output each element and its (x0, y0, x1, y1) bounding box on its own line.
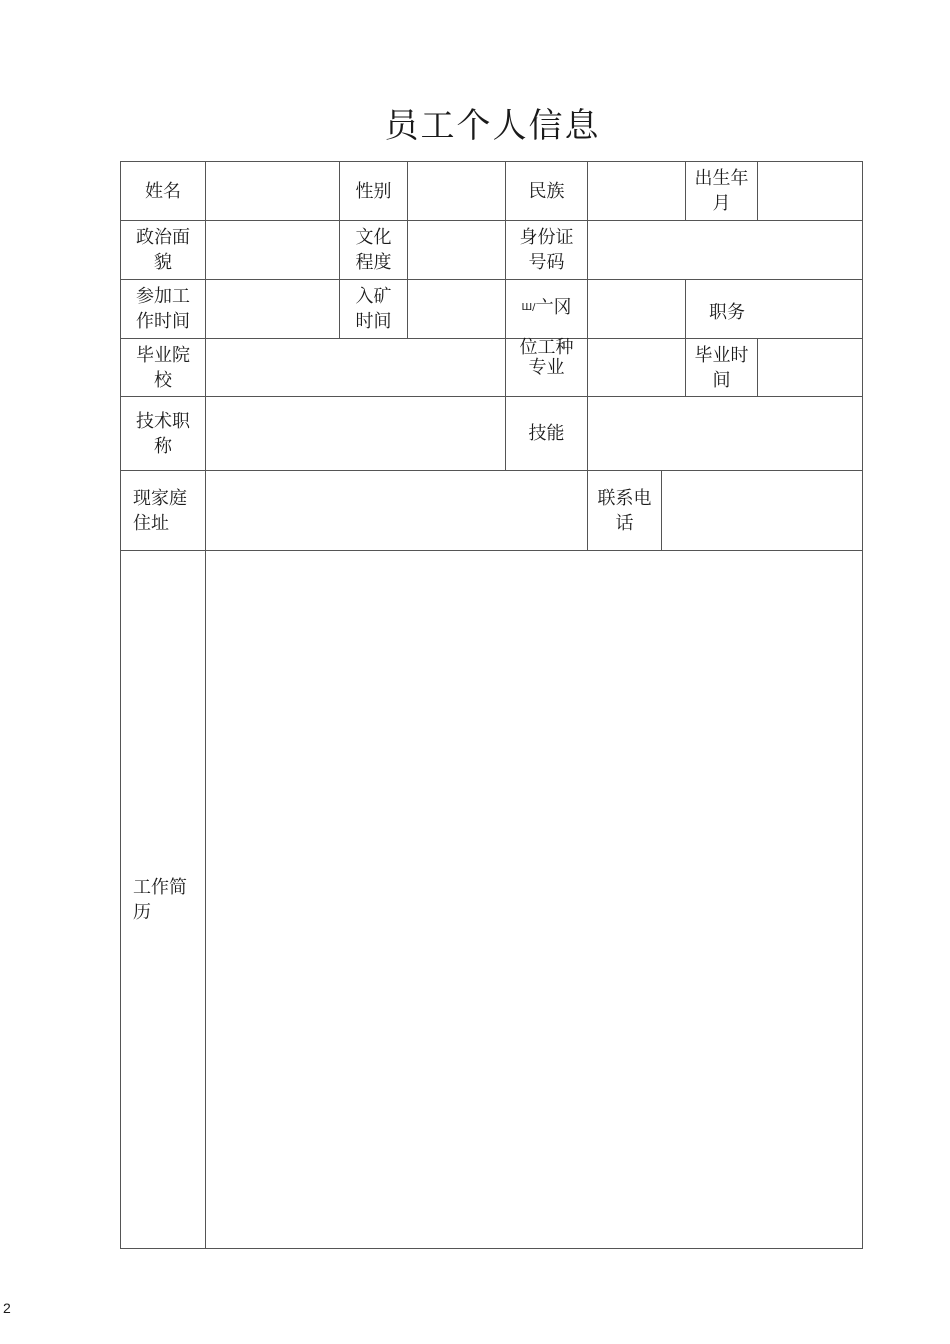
name-label-cell (121, 162, 205, 220)
work-start-label: 参加工 作时间 (136, 286, 190, 332)
major-label: 专业 (528, 357, 565, 378)
political-field[interactable] (206, 221, 339, 279)
duty-field[interactable] (768, 280, 862, 338)
ethnicity-label: 民族 (528, 180, 565, 202)
birth-label: 出生年 月 (694, 168, 749, 214)
education-label: 文化 程度 (355, 227, 392, 273)
school-field[interactable] (206, 339, 505, 396)
school-label-cell (121, 339, 205, 396)
school-label: 毕业院 校 (136, 344, 190, 391)
major-label-cell (506, 339, 587, 396)
education-field[interactable] (408, 221, 505, 279)
resume-field[interactable] (206, 551, 862, 1248)
ethnicity-field[interactable] (588, 162, 685, 220)
grad-time-label-cell (686, 339, 757, 396)
duty-label: 职务 (709, 301, 745, 323)
post-label-small: Ш/ (521, 302, 536, 313)
skill-label-cell (506, 397, 587, 470)
id-number-field[interactable] (588, 221, 862, 279)
tech-title-label-cell (121, 397, 205, 470)
political-label-cell (121, 221, 205, 279)
name-field[interactable] (206, 162, 339, 220)
gender-label: 性别 (355, 180, 392, 202)
duty-label-cell (686, 280, 768, 338)
gender-field[interactable] (408, 162, 505, 220)
post-label-top: 亠冈 (535, 297, 572, 318)
id-label: 身份证 号码 (519, 227, 574, 273)
birth-field[interactable] (758, 162, 862, 220)
education-label-cell (340, 221, 407, 279)
mine-entry-label: 入矿 时间 (355, 286, 392, 332)
mine-entry-label-cell (340, 280, 407, 338)
page-title: 员工个人信息 (384, 106, 601, 146)
resume-label-cell (121, 551, 205, 1248)
work-start-field[interactable] (206, 280, 339, 338)
tech-title-label: 技术职 称 (136, 410, 190, 457)
address-label: 现家庭 住址 (133, 487, 187, 534)
address-label-cell (121, 471, 205, 550)
work-start-label-cell (121, 280, 205, 338)
political-label: 政治面 貌 (136, 227, 190, 273)
phone-label: 联系电 话 (597, 487, 652, 534)
phone-label-cell (588, 471, 661, 550)
grad-time-field[interactable] (758, 339, 862, 396)
id-label-cell (506, 221, 587, 279)
major-field[interactable] (588, 339, 685, 396)
grad-time-label: 毕业时 间 (694, 344, 749, 391)
birth-label-cell (686, 162, 757, 220)
mine-entry-field[interactable] (408, 280, 505, 338)
name-label: 姓名 (145, 180, 181, 202)
resume-label: 工作简 历 (133, 876, 187, 923)
gender-label-cell (340, 162, 407, 220)
ethnicity-label-cell (506, 162, 587, 220)
skill-field[interactable] (588, 397, 862, 470)
post-label-bottom: 位工种 (519, 337, 574, 358)
page-number: 2 (3, 1300, 11, 1316)
phone-field[interactable] (662, 471, 862, 550)
tech-title-field[interactable] (206, 397, 505, 470)
skill-label: 技能 (528, 423, 565, 444)
post-field[interactable] (588, 280, 685, 338)
post-label-cell (506, 278, 587, 358)
address-field[interactable] (206, 471, 587, 550)
